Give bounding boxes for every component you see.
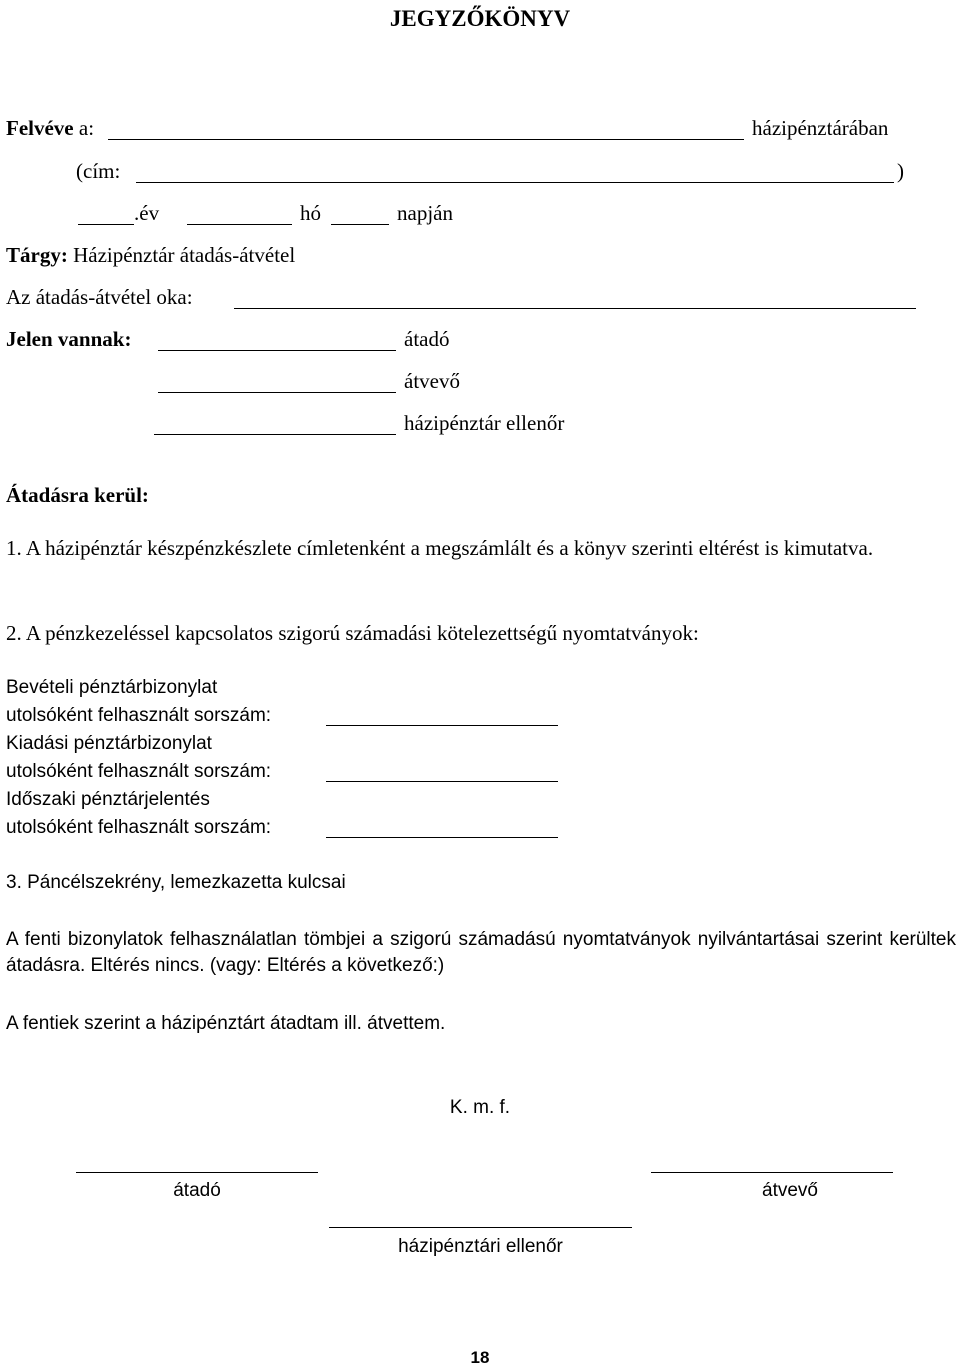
targy-label: Tárgy: (6, 243, 68, 267)
ellenor-blank-line[interactable] (154, 434, 396, 435)
page-number: 18 (470, 1348, 490, 1367)
paragraph-nyilvantartas: A fenti bizonylatok felhasználatlan tömbjei a szigorú számadású nyomtatványok nyilvántartásai szerint kerültek átadásra. Eltérés nincs. (vagy: Eltérés a következő:) (6, 929, 956, 976)
signature-label-atado: átadó (173, 1180, 221, 1201)
day-blank-line[interactable] (331, 224, 389, 225)
signature-line-atvevo[interactable] (651, 1172, 893, 1173)
role-atado: átadó (404, 327, 450, 351)
cim-open: (cím: (76, 159, 121, 183)
form-serial-label: utolsóként felhasznált sorszám: (6, 705, 272, 726)
role-ellenor: házipénztár ellenőr (404, 411, 565, 435)
signature-line-ellenor[interactable] (329, 1227, 632, 1228)
atadasra-heading: Átadásra kerül: (6, 483, 149, 507)
item-2: 2. A pénzkezeléssel kapcsolatos szigorú számadási kötelezettségű nyomtatványok: (6, 621, 699, 645)
item-1: 1. A házipénztár készpénzkészlete címletenként a megszámlált és a könyv szerinti eltérést is kimutatva. (6, 536, 874, 560)
ok-blank-line[interactable] (234, 308, 916, 309)
form-serial-blank-line[interactable] (326, 837, 558, 838)
form-serial-blank-line[interactable] (326, 725, 558, 726)
form-name: Kiadási pénztárbizonylat (6, 733, 212, 754)
atado-blank-line[interactable] (158, 350, 396, 351)
jelen-label: Jelen vannak: (6, 327, 132, 351)
form-serial-blank-line[interactable] (326, 781, 558, 782)
felveve-label (6, 118, 94, 139)
felveve-blank-line[interactable] (108, 139, 744, 140)
month-label: hó (300, 201, 321, 225)
form-serial-label: utolsóként felhasznált sorszám: (6, 761, 272, 782)
year-blank-line[interactable] (78, 224, 134, 225)
atvevo-blank-line[interactable] (158, 392, 396, 393)
signature-line-atado[interactable] (76, 1172, 318, 1173)
form-name: Bevételi pénztárbizonylat (6, 677, 218, 698)
targy-value: Házipénztár átadás-átvétel (67, 243, 296, 267)
paragraph-atadtam: A fentiek szerint a házipénztárt átadtam ill. átvettem. (6, 1013, 446, 1034)
felveve-place: házipénztárában (752, 116, 889, 140)
day-label: napján (397, 201, 453, 225)
year-label: .év (134, 201, 160, 225)
role-atvevo: átvevő (404, 369, 460, 393)
form-name: Időszaki pénztárjelentés (6, 789, 210, 810)
document-title: JEGYZŐKÖNYV (389, 6, 571, 31)
ok-label: Az átadás-átvétel oka: (6, 285, 193, 309)
cim-close: ) (897, 159, 904, 183)
cim-blank-line[interactable] (136, 182, 894, 183)
targy-line (6, 245, 295, 266)
signature-label-ellenor: házipénztári ellenőr (398, 1236, 563, 1257)
form-serial-label: utolsóként felhasznált sorszám: (6, 817, 272, 838)
felveve-label-bold: Felvéve (6, 116, 74, 140)
signature-label-atvevo: átvevő (762, 1180, 818, 1201)
felveve-label-suffix: a: (73, 116, 95, 140)
month-blank-line[interactable] (187, 224, 292, 225)
kmf-label: K. m. f. (449, 1097, 511, 1118)
item-3: 3. Páncélszekrény, lemezkazetta kulcsai (6, 872, 346, 893)
